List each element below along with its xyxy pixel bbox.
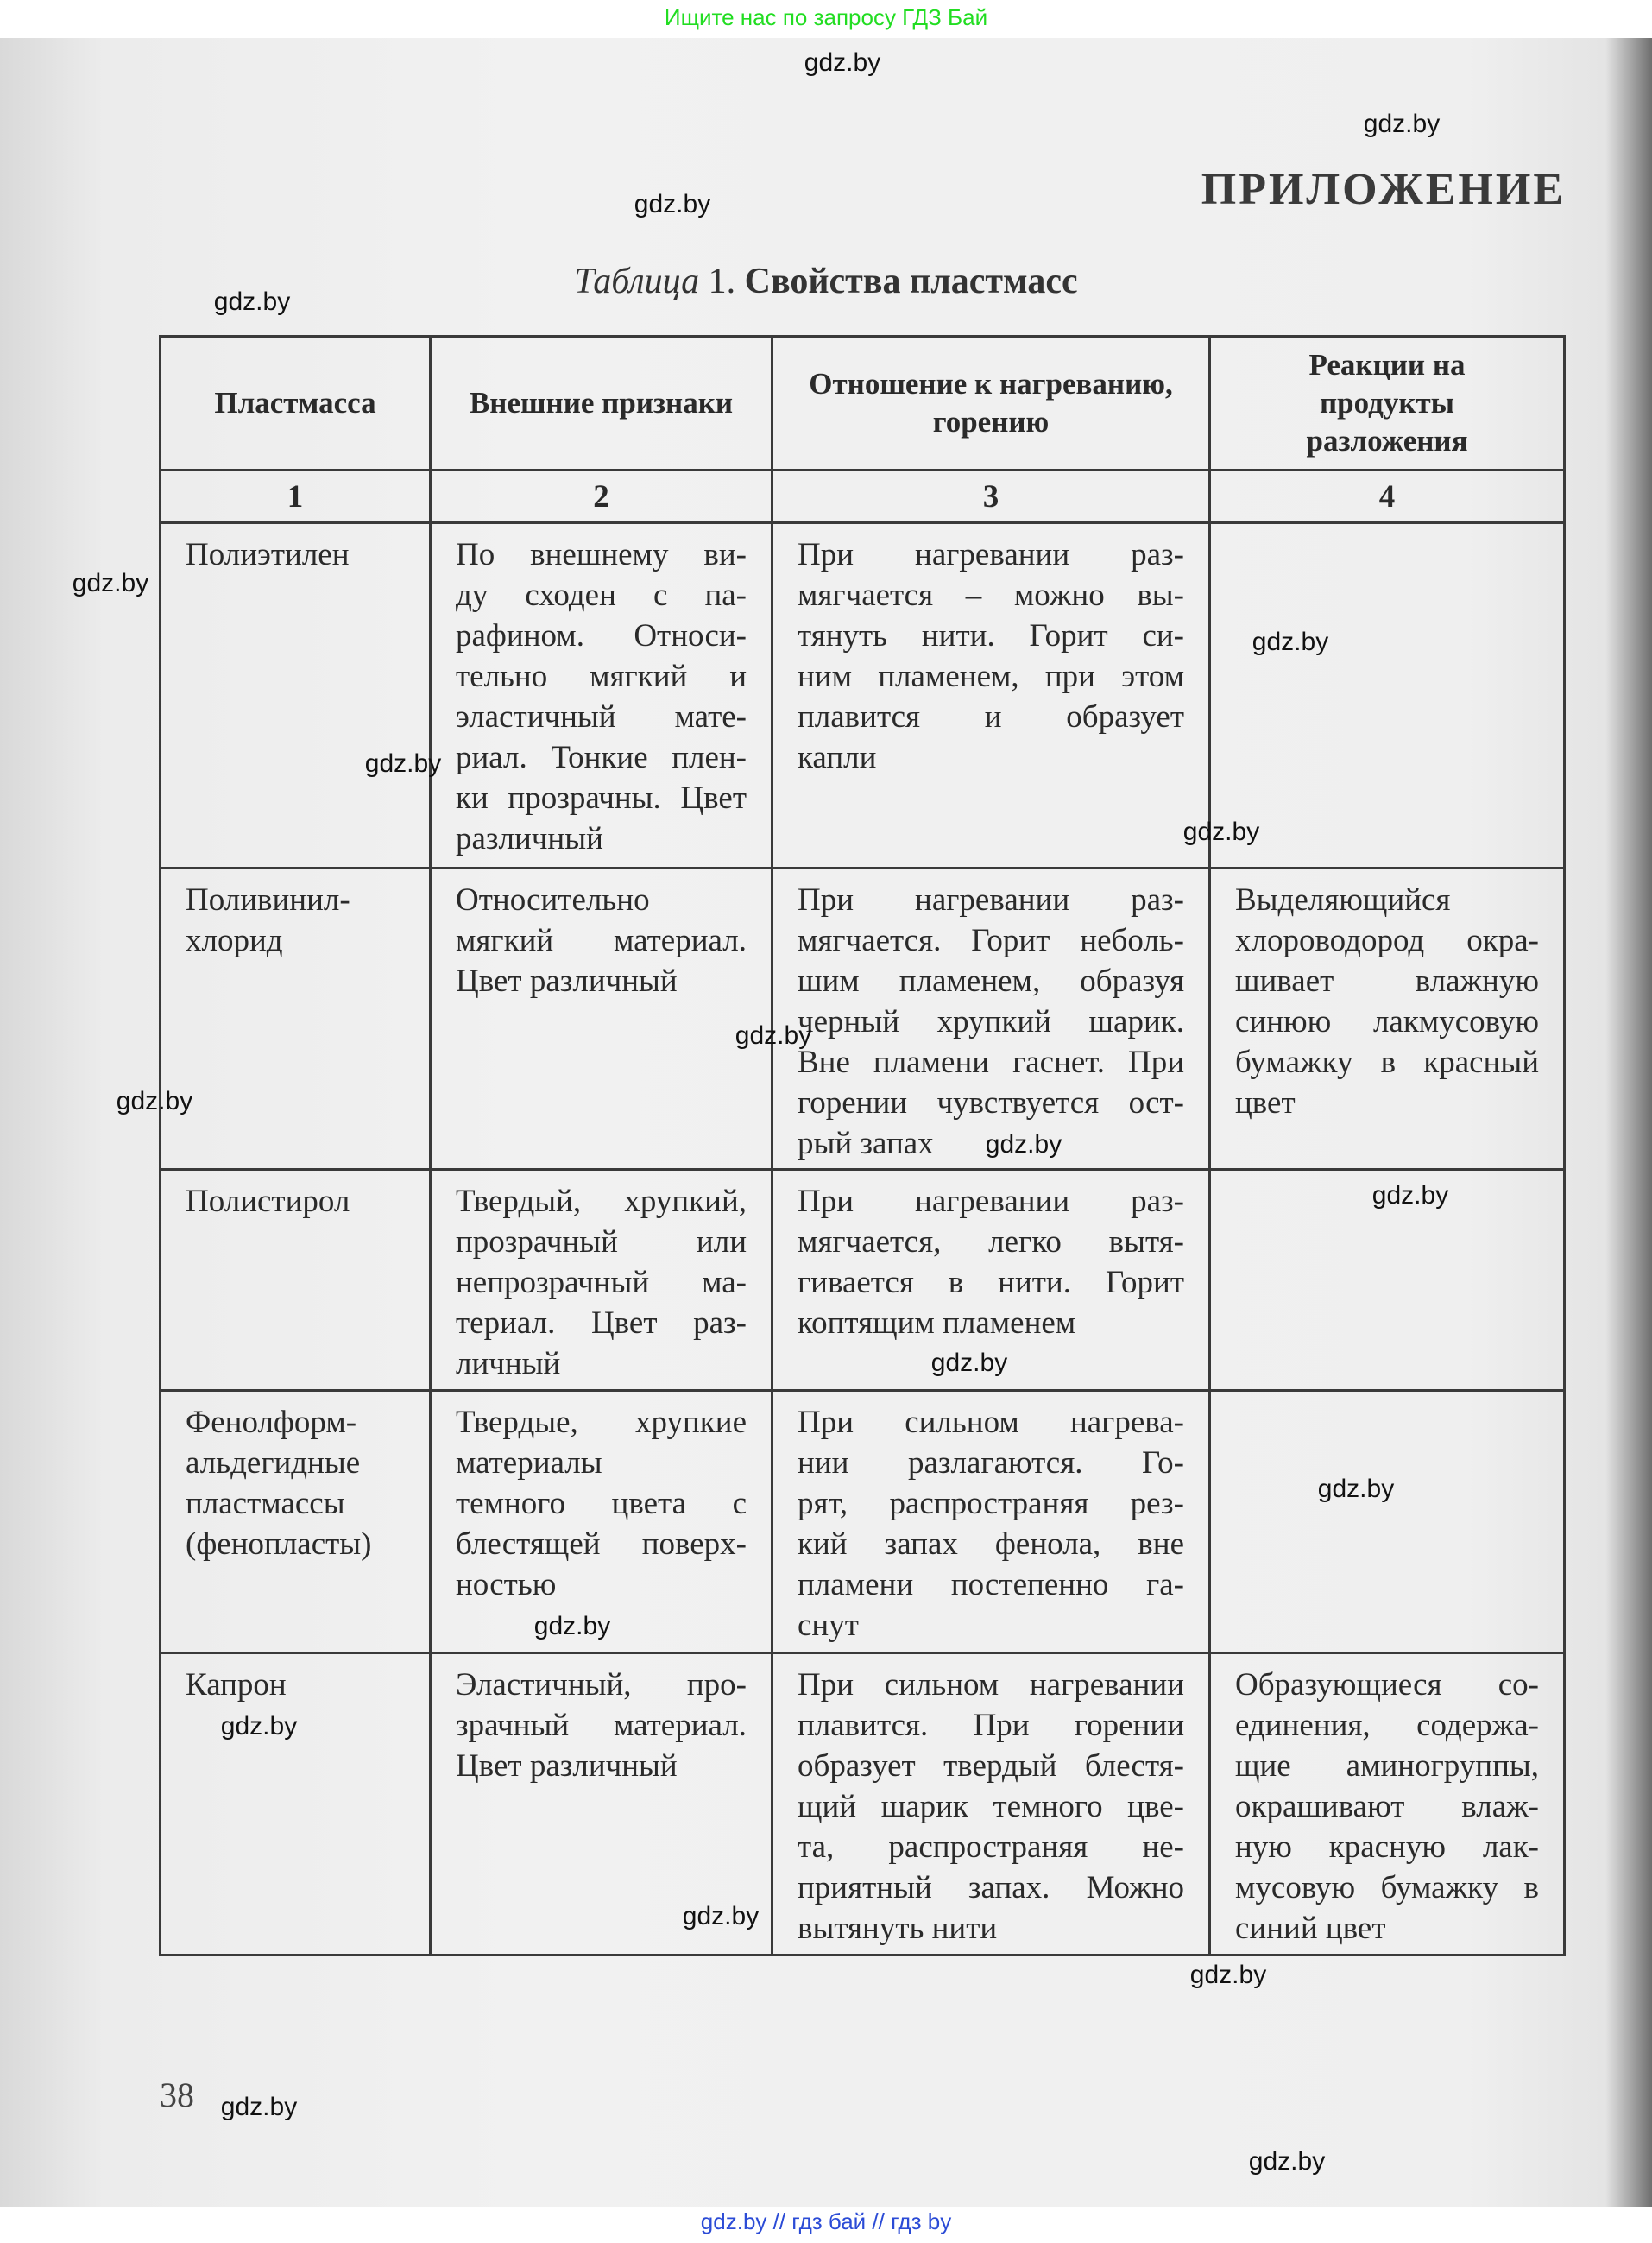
cell-line: ностью (456, 1567, 557, 1602)
cell-line: блестящей поверх- (456, 1526, 747, 1562)
watermark: gdz.by (213, 287, 291, 316)
cell-line: шим пламенем, образуя (798, 964, 1184, 999)
watermark: gdz.by (1248, 2147, 1326, 2176)
table-cell (772, 1391, 1210, 1653)
table-cell (1210, 523, 1565, 869)
cell-line: рафином. Относи- (456, 618, 747, 654)
cell-line: единения, содержа- (1235, 1708, 1539, 1743)
cell-line: вытянуть нити (798, 1911, 998, 1946)
cell-line: риал. Тонкие плен- (456, 740, 747, 775)
search-banner[interactable] (0, 0, 1652, 38)
column-number: 2 (431, 471, 772, 523)
table-cell (772, 869, 1210, 1170)
cell-line: темного цвета с (456, 1486, 747, 1521)
cell-line: При нагревании раз- (798, 1184, 1184, 1219)
table-cell (161, 1391, 431, 1653)
header-cell: Пластмасса (161, 337, 431, 471)
cell-line: пламени постепенно га- (798, 1567, 1184, 1602)
watermark: gdz.by (220, 1712, 298, 1741)
watermark: gdz.by (682, 1902, 760, 1930)
caption-title: Свойства пластмасс (744, 262, 1078, 301)
cell-line: нии разлагаются. Го- (798, 1445, 1184, 1481)
cell-line: та, распространяя не- (798, 1829, 1184, 1865)
cell-line: териал. Цвет раз- (456, 1305, 747, 1341)
table-cell (161, 1170, 431, 1391)
table-cell (431, 523, 772, 869)
table-cell (161, 869, 431, 1170)
banner-text: Ищите нас по запросу ГДЗ Бай (664, 4, 988, 30)
cell-line: При нагревании раз- (798, 537, 1184, 572)
cell-line: щие аминогруппы, (1235, 1748, 1539, 1784)
cell-line: гивается в нити. Горит (798, 1265, 1184, 1300)
cell-line: ки прозрачны. Цвет (456, 780, 747, 816)
cell-line: зрачный материал. (456, 1708, 747, 1743)
cell-line: Образующиеся со- (1235, 1667, 1539, 1703)
watermark: gdz.by (1252, 628, 1329, 656)
table-cell (772, 523, 1210, 869)
cell-line: личный (456, 1346, 561, 1381)
table-cell (1210, 869, 1565, 1170)
page-number: 38 (160, 2076, 194, 2114)
cell-line: При сильном нагрева- (798, 1405, 1184, 1440)
watermark: gdz.by (533, 1612, 611, 1640)
header-cell: Внешние признаки (431, 337, 772, 471)
cell-line: Вне пламени гаснет. При (798, 1045, 1184, 1080)
cell-line: тянуть нити. Горит си- (798, 618, 1184, 654)
watermark: gdz.by (804, 48, 881, 77)
cell-line: (фенопласты) (186, 1526, 372, 1562)
cell-line: Выделяющийся (1235, 882, 1451, 918)
cell-line: ним пламенем, при этом (798, 659, 1184, 694)
cell-line: капли (798, 740, 877, 775)
header-cell: Реакции на продукты разложения (1210, 337, 1565, 471)
table-cell (1210, 1653, 1565, 1956)
watermark: gdz.by (930, 1349, 1008, 1377)
watermark: gdz.by (1371, 1181, 1449, 1210)
table-cell (161, 1653, 431, 1956)
watermark: gdz.by (735, 1021, 812, 1050)
cell-line: Полистирол (186, 1184, 350, 1219)
cell-line: мусовую бумажку в (1235, 1870, 1539, 1905)
footer-text[interactable]: gdz.by // гдз бай // гдз by (700, 2208, 952, 2234)
cell-line: Полиэтилен (186, 537, 350, 572)
cell-line: ную красную лак- (1235, 1829, 1539, 1865)
cell-line: Цвет различный (456, 964, 678, 999)
cell-line: пластмассы (186, 1486, 345, 1521)
table-row (161, 1653, 1565, 1956)
column-number-row (161, 471, 1565, 523)
table-row (161, 523, 1565, 869)
cell-line: хлорид (186, 923, 283, 958)
cell-line: Капрон (186, 1667, 287, 1703)
cell-line: Цвет различный (456, 1748, 678, 1784)
footer-links[interactable] (0, 2207, 1652, 2243)
cell-line: цвет (1235, 1085, 1296, 1121)
cell-line: При нагревании раз- (798, 882, 1184, 918)
table-row (161, 1391, 1565, 1653)
cell-line: мягкий материал. (456, 923, 747, 958)
column-number: 3 (772, 471, 1210, 523)
table-cell (431, 869, 772, 1170)
cell-line: кий запах фенола, вне (798, 1526, 1184, 1562)
cell-line: хлороводород окра- (1235, 923, 1539, 958)
cell-line: синий цвет (1235, 1911, 1386, 1946)
watermark: gdz.by (985, 1130, 1062, 1159)
cell-line: горении чувствуется ост- (798, 1085, 1184, 1121)
cell-line: тельно мягкий и (456, 659, 747, 694)
cell-line: альдегидные (186, 1445, 361, 1481)
table-cell (161, 523, 431, 869)
cell-line: снут (798, 1608, 859, 1643)
cell-line: приятный запах. Можно (798, 1870, 1184, 1905)
watermark: gdz.by (220, 2093, 298, 2121)
cell-line: плавится и образует (798, 699, 1184, 735)
cell-line: непрозрачный ма- (456, 1265, 747, 1300)
cell-line: эластичный мате- (456, 699, 747, 735)
cell-line: различный (456, 821, 603, 856)
cell-line: Фенолформ- (186, 1405, 357, 1440)
watermark: gdz.by (364, 749, 442, 778)
watermark: gdz.by (1363, 110, 1441, 138)
cell-line: Твердые, хрупкие (456, 1405, 747, 1440)
caption-label: Таблица (574, 262, 700, 301)
cell-line: По внешнему ви- (456, 537, 747, 572)
appendix-heading: ПРИЛОЖЕНИЕ (1201, 165, 1566, 214)
watermark: gdz.by (1189, 1961, 1267, 1989)
cell-line: материалы (456, 1445, 602, 1481)
cell-line: мягчается – можно вы- (798, 578, 1184, 613)
watermark: gdz.by (116, 1087, 193, 1115)
cell-line: Поливинил- (186, 882, 350, 918)
cell-line: окрашивают влаж- (1235, 1789, 1539, 1824)
cell-line: Эластичный, про- (456, 1667, 747, 1703)
cell-line: щий шарик темного цве- (798, 1789, 1184, 1824)
table-row (161, 869, 1565, 1170)
table-cell (772, 1653, 1210, 1956)
cell-line: рый запах (798, 1126, 934, 1161)
header-row (161, 337, 1565, 471)
watermark: gdz.by (1317, 1475, 1395, 1503)
table-row (161, 1170, 1565, 1391)
header-cell: Отношение к нагреванию, горению (772, 337, 1210, 471)
table-cell (1210, 1391, 1565, 1653)
cell-line: прозрачный или (456, 1224, 747, 1260)
cell-line: При сильном нагревании (798, 1667, 1184, 1703)
cell-line: мягчается, легко вытя- (798, 1224, 1184, 1260)
cell-line: шивает влажную (1235, 964, 1539, 999)
cell-line: рят, распространяя рез- (798, 1486, 1184, 1521)
cell-line: коптящим пламенем (798, 1305, 1076, 1341)
caption-number: 1. (708, 262, 736, 301)
column-number: 4 (1210, 471, 1565, 523)
cell-line: черный хрупкий шарик. (798, 1004, 1184, 1039)
cell-line: Относительно (456, 882, 650, 918)
cell-line: образует твердый блестя- (798, 1748, 1184, 1784)
cell-line: плавится. При горении (798, 1708, 1184, 1743)
cell-line: ду сходен с па- (456, 578, 747, 613)
cell-line: бумажку в красный (1235, 1045, 1539, 1080)
cell-line: синюю лакмусовую (1235, 1004, 1539, 1039)
cell-line: мягчается. Горит неболь- (798, 923, 1184, 958)
cell-line: Твердый, хрупкий, (456, 1184, 747, 1219)
watermark: gdz.by (72, 569, 149, 597)
table-cell (431, 1170, 772, 1391)
watermark: gdz.by (1182, 818, 1260, 846)
column-number: 1 (161, 471, 431, 523)
plastics-table (159, 335, 1566, 1956)
watermark: gdz.by (634, 190, 711, 218)
